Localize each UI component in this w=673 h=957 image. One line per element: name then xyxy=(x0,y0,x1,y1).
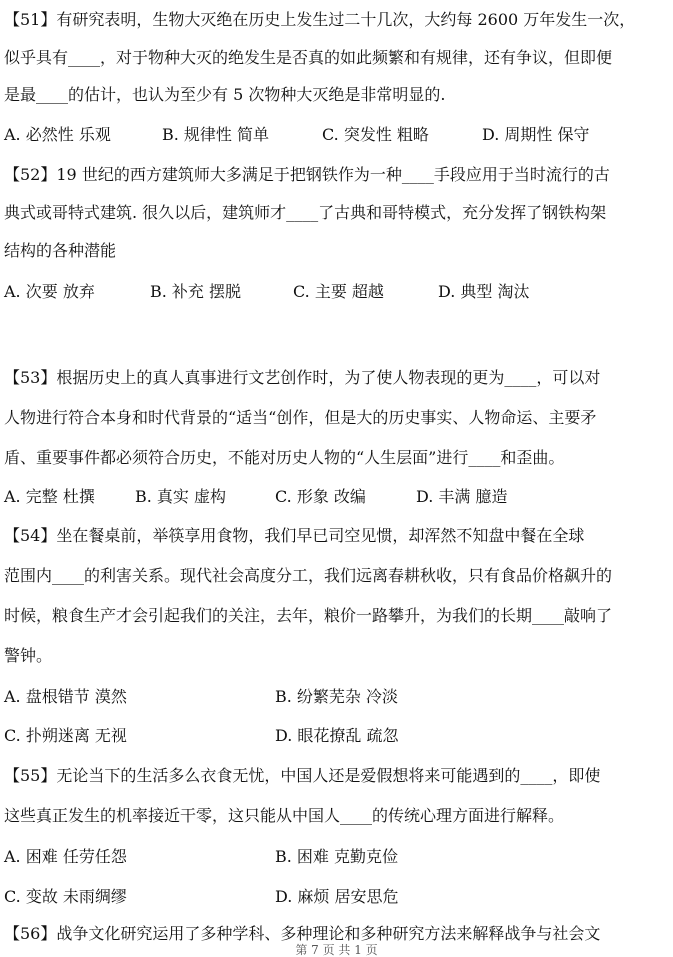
question-55-option-d: D. 麻烦 居安思危 xyxy=(275,887,399,906)
question-52-line-2: 典式或哥特式建筑. 很久以后，建筑师才____了古典和哥特模式，充分发挥了钢铁构架 xyxy=(4,203,607,222)
question-55-option-a: A. 困难 任劳任怨 xyxy=(4,847,127,866)
question-54-line-3: 时候，粮食生产才会引起我们的关注，去年，粮价一路攀升，为我们的长期____敲响了 xyxy=(4,606,613,625)
question-54-line-1: 【54】坐在餐桌前，举筷享用食物，我们早已司空见惯，却浑然不知盘中餐在全球 xyxy=(4,526,585,545)
question-54-option-c: C. 扑朔迷离 无视 xyxy=(4,726,127,745)
question-53-line-1: 【53】根据历史上的真人真事进行文艺创作时，为了使人物表现的更为____，可以对 xyxy=(4,368,601,387)
question-55-line-2: 这些真正发生的机率接近干零，这只能从中国人____的传统心理方面进行解释。 xyxy=(4,806,565,825)
question-52-option-a: A. 次要 放弃 xyxy=(4,282,95,301)
question-51-line-2: 似乎具有____，对于物种大灭的绝发生是否真的如此频繁和有规律，还有争议，但即便 xyxy=(4,48,613,67)
question-51-option-b: B. 规律性 简单 xyxy=(162,125,270,144)
question-53-option-c: C. 形象 改编 xyxy=(275,487,366,506)
question-53-line-2: 人物进行符合本身和时代背景的“适当“创作，但是大的历史事实、人物命运、主要矛 xyxy=(4,408,597,427)
question-53-option-d: D. 丰满 臆造 xyxy=(416,487,508,506)
question-53-option-b: B. 真实 虚构 xyxy=(135,487,227,506)
question-54-option-d: D. 眼花撩乱 疏忽 xyxy=(275,726,399,745)
question-52-line-3: 结构的各种潜能 xyxy=(4,241,117,260)
question-54-line-2: 范围内____的利害关系。现代社会高度分工，我们远离春耕秋收，只有食品价格飙升的 xyxy=(4,566,613,585)
question-54-option-b: B. 纷繁芜杂 冷淡 xyxy=(275,687,399,706)
question-55-option-c: C. 变故 未雨绸缪 xyxy=(4,887,127,906)
question-number: 【52】 xyxy=(4,165,57,184)
question-52-line-1: 【52】19 世纪的西方建筑师大多满足于把钢铁作为一种____手段应用于当时流行的古 xyxy=(4,165,610,184)
question-number: 【55】 xyxy=(4,766,57,785)
question-53-line-3: 盾、重要事件都必须符合历史，不能对历史人物的“人生层面”进行____和歪曲。 xyxy=(4,448,565,467)
question-54-option-a: A. 盘根错节 漠然 xyxy=(4,687,127,706)
question-52-option-b: B. 补充 摆脱 xyxy=(150,282,242,301)
question-54-line-4: 警钟。 xyxy=(4,646,53,665)
question-51-line-3: 是最____的估计，也认为至少有 5 次物种大灭绝是非常明显的. xyxy=(4,85,446,104)
question-number: 【56】 xyxy=(4,924,57,943)
question-number: 【54】 xyxy=(4,526,57,545)
question-52-option-d: D. 典型 淘汰 xyxy=(438,282,530,301)
question-56-line-1: 【56】战争文化研究运用了多种学科、多种理论和多种研究方法来解释战争与社会文 xyxy=(4,924,601,943)
question-51-option-a: A. 必然性 乐观 xyxy=(4,125,111,144)
question-number: 【51】 xyxy=(4,10,57,29)
question-55-line-1: 【55】无论当下的生活多么衣食无忧，中国人还是爱假想将来可能遇到的____，即使 xyxy=(4,766,601,785)
question-52-option-c: C. 主要 超越 xyxy=(293,282,384,301)
question-51-line-1: 【51】有研究表明，生物大灭绝在历史上发生过二十几次，大约每 2600 万年发生一次， xyxy=(4,10,636,29)
question-number: 【53】 xyxy=(4,368,57,387)
question-53-option-a: A. 完整 杜撰 xyxy=(4,487,95,506)
question-55-option-b: B. 困难 克勤克俭 xyxy=(275,847,399,866)
question-51-option-d: D. 周期性 保守 xyxy=(482,125,590,144)
page-footer: 第 7 页 共 1 页 xyxy=(295,943,378,957)
question-51-option-c: C. 突发性 粗略 xyxy=(322,125,429,144)
